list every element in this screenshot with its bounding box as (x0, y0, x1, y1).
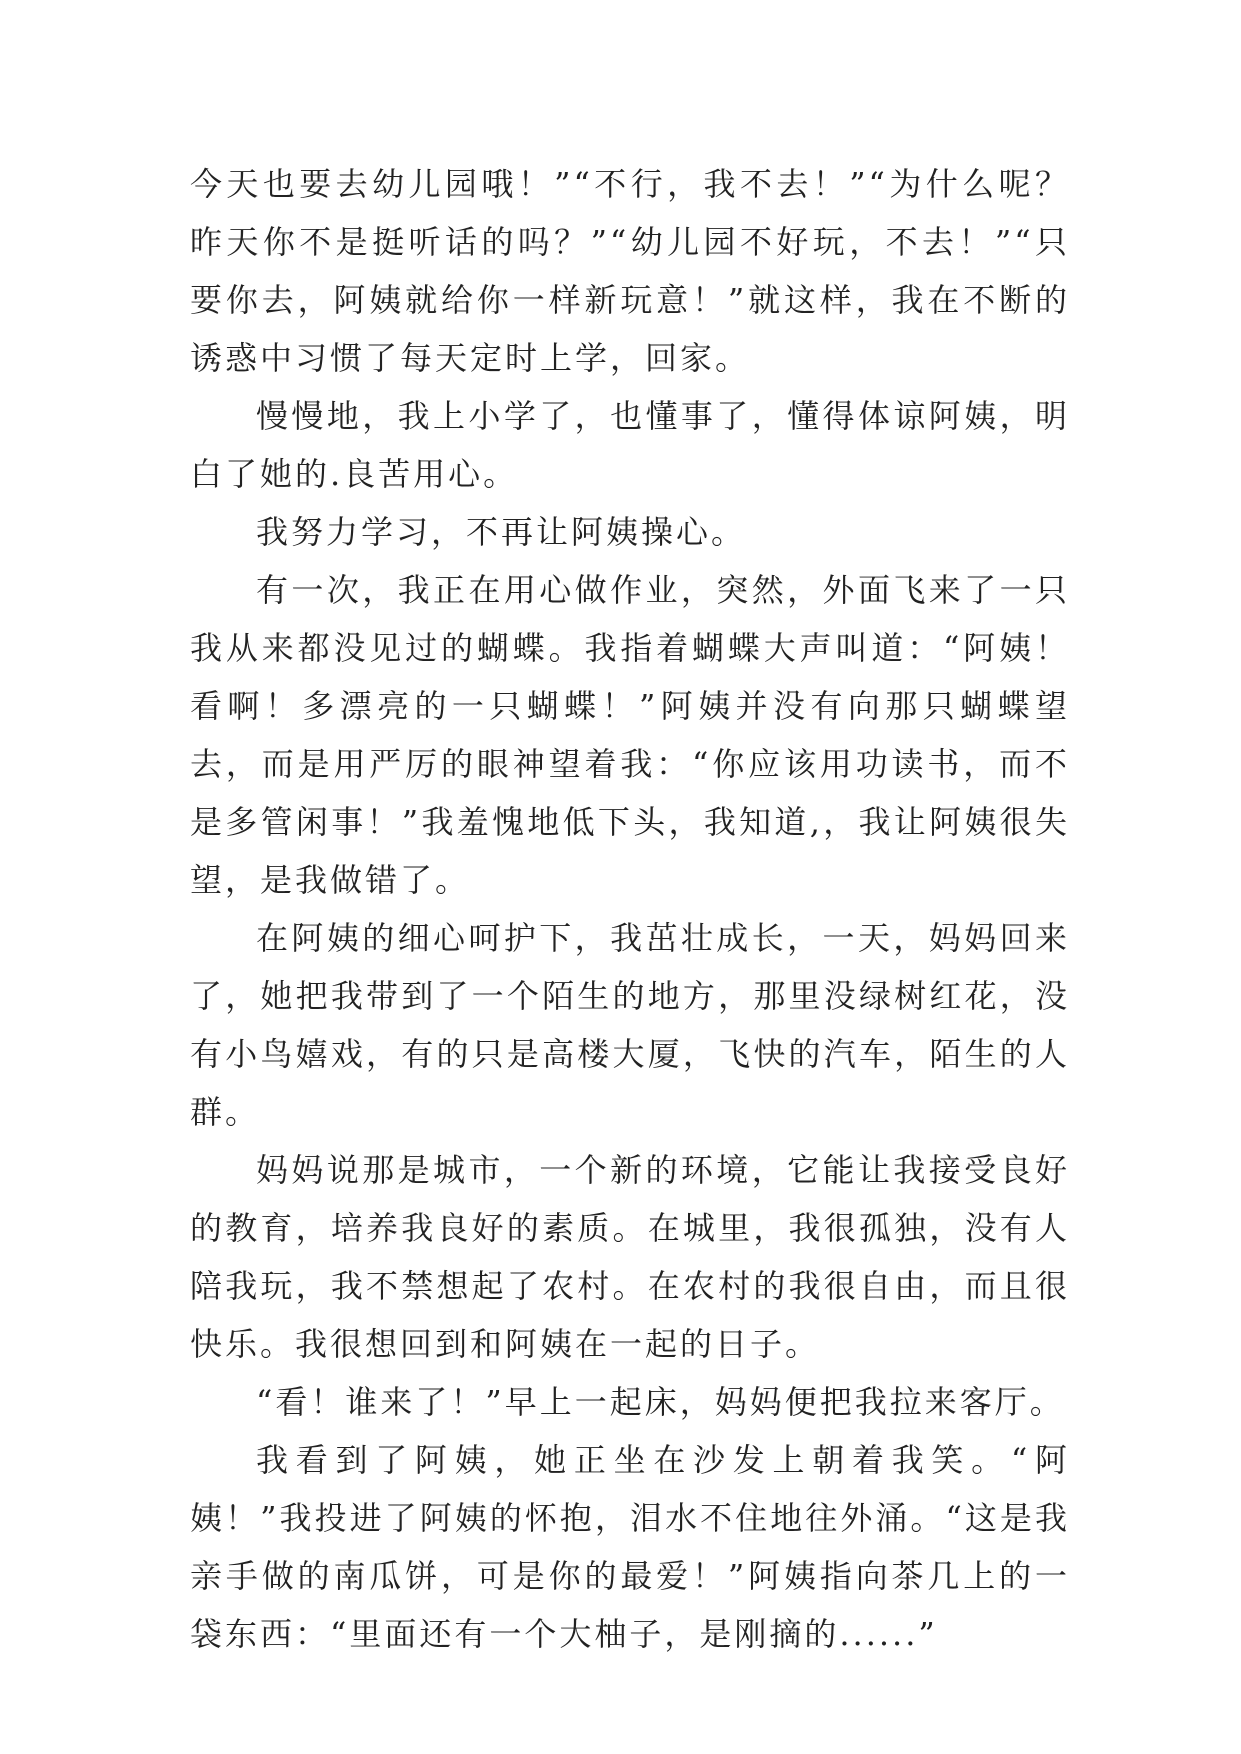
paragraph: 我看到了阿姨，她正坐在沙发上朝着我笑。“阿姨！”我投进了阿姨的怀抱，泪水不住地往外涌。“这是我亲手做的南瓜饼，可是你的最爱！”阿姨指向茶几上的一袋东西：“里面还有一个大柚子，是刚摘的......” (190, 1441, 1070, 1653)
paragraph: 在阿姨的细心呵护下，我茁壮成长，一天，妈妈回来了，她把我带到了一个陌生的地方，那里没绿树红花，没有小鸟嬉戏，有的只是高楼大厦，飞快的汽车，陌生的人群。 (190, 919, 1070, 1131)
paragraph: 我努力学习，不再让阿姨操心。 (256, 513, 747, 551)
article-body (190, 155, 1070, 1663)
paragraph: “看！谁来了！”早上一起床，妈妈便把我拉来客厅。 (256, 1383, 1065, 1421)
paragraph: 妈妈说那是城市，一个新的环境，它能让我接受良好的教育，培养我良好的素质。在城里，我很孤独，没有人陪我玩，我不禁想起了农村。在农村的我很自由，而且很快乐。我很想回到和阿姨在一起的日子。 (190, 1151, 1070, 1363)
paragraph: 今天也要去幼儿园哦！”“不行，我不去！”“为什么呢？昨天你不是挺听话的吗？”“幼儿园不好玩，不去！”“只要你去，阿姨就给你一样新玩意！”就这样，我在不断的诱惑中习惯了每天定时上学，回家。 (190, 165, 1070, 377)
paragraph: 慢慢地，我上小学了，也懂事了，懂得体谅阿姨，明白了她的.良苦用心。 (190, 397, 1070, 493)
paragraph: 有一次，我正在用心做作业，突然，外面飞来了一只我从来都没见过的蝴蝶。我指着蝴蝶大声叫道：“阿姨！看啊！多漂亮的一只蝴蝶！”阿姨并没有向那只蝴蝶望去，而是用严厉的眼神望着我：“你应该用功读书，而不是多管闲事！”我羞愧地低下头，我知道,，我让阿姨很失望，是我做错了。 (190, 571, 1070, 899)
